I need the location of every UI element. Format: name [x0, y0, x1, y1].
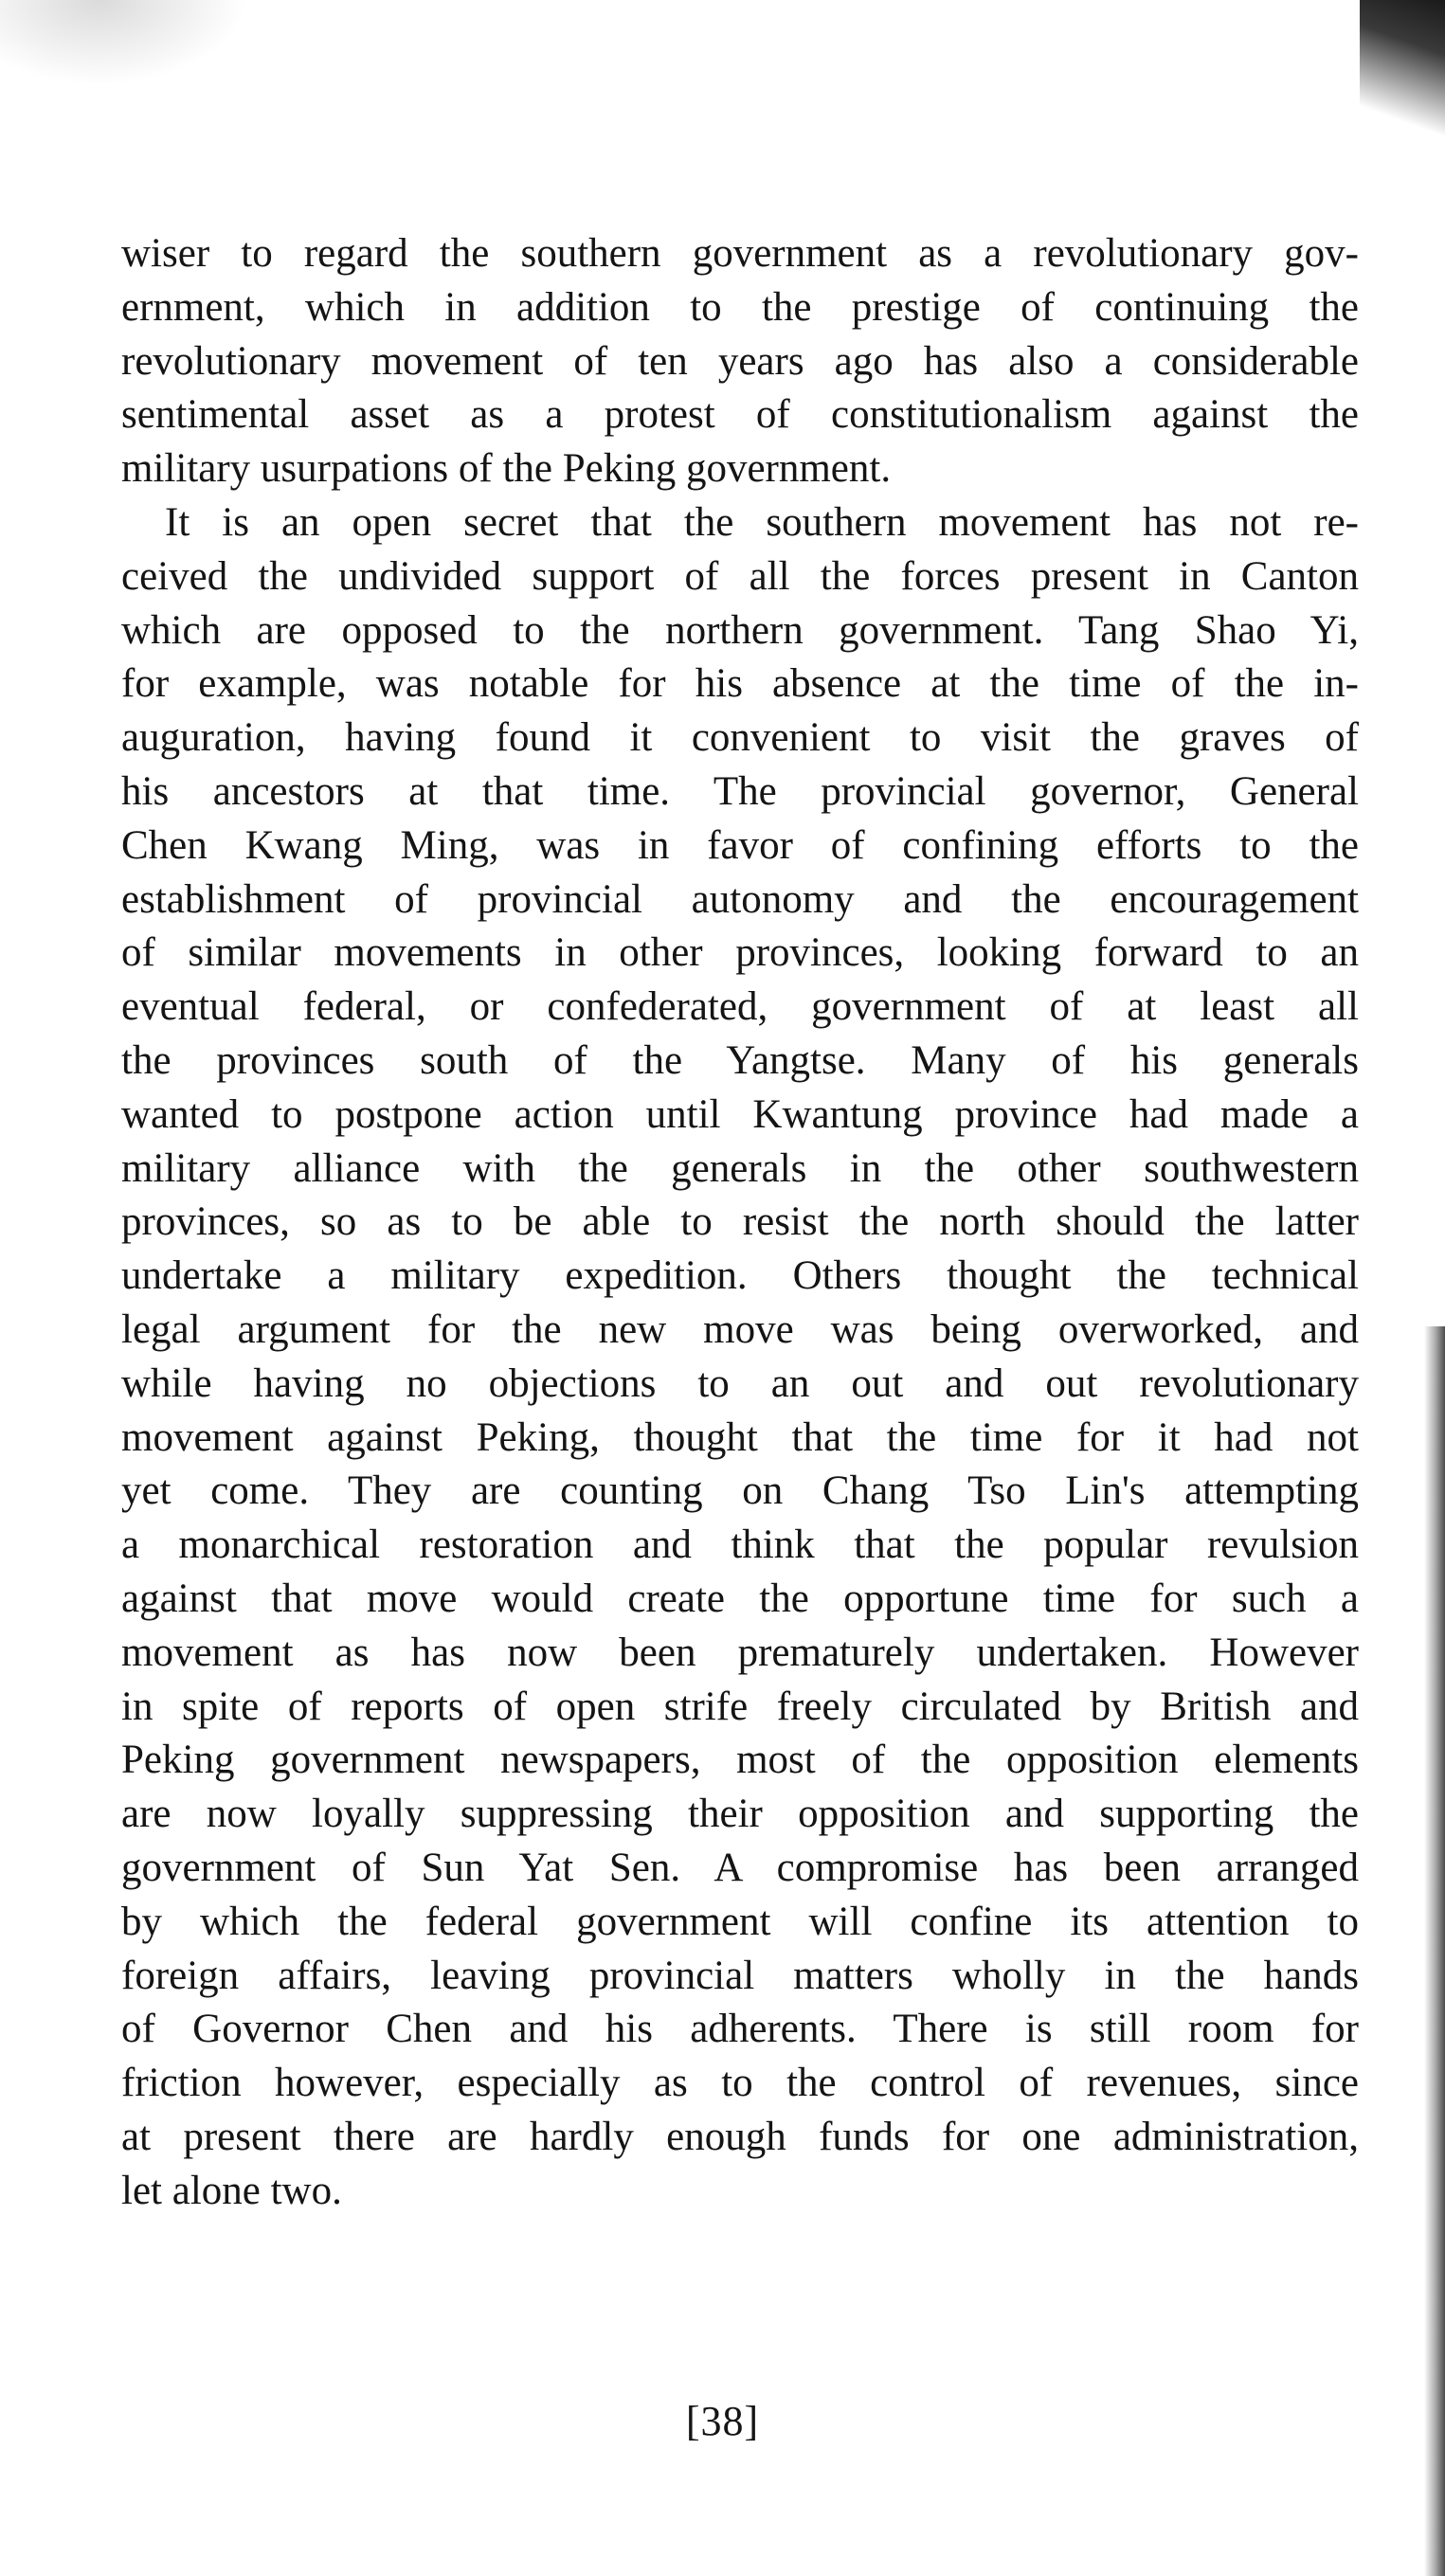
text-line: let alone two. — [121, 2168, 342, 2213]
text-line: Chen Kwang Ming, was in favor of confining efforts to the — [121, 822, 1359, 868]
text-line: the provinces south of the Yangtse. Many of his generals — [121, 1037, 1359, 1083]
text-line: his ancestors at that time. The provincial governor, General — [121, 768, 1359, 814]
text-line: military usurpations of the Peking government. — [121, 446, 892, 492]
text-line: establishment of provincial autonomy and the encouragement — [121, 876, 1359, 922]
text-line: Peking government newspapers, most of the opposition elements — [121, 1738, 1359, 1783]
text-line: for example, was notable for his absence at the time of the in- — [121, 661, 1359, 707]
page-binding-edge — [1424, 1326, 1445, 2576]
body-text — [121, 227, 1359, 2218]
text-line: against that move would create the opportune time for such a — [121, 1576, 1359, 1621]
text-line: movement against Peking, thought that the time for it had not — [121, 1414, 1359, 1460]
paragraph-1 — [121, 227, 1359, 496]
text-line: ceived the undivided support of all the forces present in Canton — [121, 553, 1359, 599]
paragraph-2 — [121, 496, 1359, 2219]
text-line: undertake a military expedition. Others thought the technical — [121, 1253, 1359, 1299]
text-line: are now loyally suppressing their opposition and supporting the — [121, 1792, 1359, 1837]
text-line: yet come. They are counting on Chang Tso Lin's attempting — [121, 1468, 1359, 1514]
text-line: of Governor Chen and his adherents. There is still room for — [121, 2007, 1359, 2052]
text-line: of similar movements in other provinces, looking forward to an — [121, 930, 1359, 976]
text-line: in spite of reports of open strife freely circulated by British and — [121, 1684, 1359, 1729]
text-line: a monarchical restoration and think that the popular revulsion — [121, 1522, 1359, 1568]
text-line: eventual federal, or confederated, government of at least all — [121, 984, 1359, 1030]
text-line: military alliance with the generals in the other southwestern — [121, 1145, 1359, 1191]
page-edge-smudge — [0, 0, 246, 85]
text-line: sentimental asset as a protest of constitutionalism against the — [121, 392, 1359, 438]
text-line: movement as has now been prematurely undertaken. However — [121, 1630, 1359, 1675]
text-line: friction however, especially as to the control of revenues, since — [121, 2061, 1359, 2106]
text-line: wiser to regard the southern government as a revolutionary gov- — [121, 231, 1359, 276]
text-line: auguration, having found it convenient to visit the graves of — [121, 715, 1359, 761]
text-line: revolutionary movement of ten years ago has also a considerable — [121, 338, 1359, 384]
text-line: at present there are hardly enough funds for one administration, — [121, 2114, 1359, 2159]
text-line: foreign affairs, leaving provincial matters wholly in the hands — [121, 1953, 1359, 1998]
page-number: [38] — [685, 2398, 760, 2444]
text-line: It is an open secret that the southern movement has not re- — [165, 499, 1359, 545]
text-line: legal argument for the new move was being overworked, and — [121, 1306, 1359, 1352]
text-line: government of Sun Yat Sen. A compromise has been arranged — [121, 1845, 1359, 1890]
text-line: while having no objections to an out and out revolutionary — [121, 1360, 1359, 1406]
text-line: provinces, so as to be able to resist the north should the latter — [121, 1199, 1359, 1245]
page-corner-shadow — [1360, 0, 1445, 152]
text-line: which are opposed to the northern government. Tang Shao Yi, — [121, 607, 1359, 653]
text-line: by which the federal government will confine its attention to — [121, 1899, 1359, 1944]
text-line: ernment, which in addition to the prestige of continuing the — [121, 284, 1359, 330]
text-line: wanted to postpone action until Kwantung province had made a — [121, 1091, 1359, 1137]
